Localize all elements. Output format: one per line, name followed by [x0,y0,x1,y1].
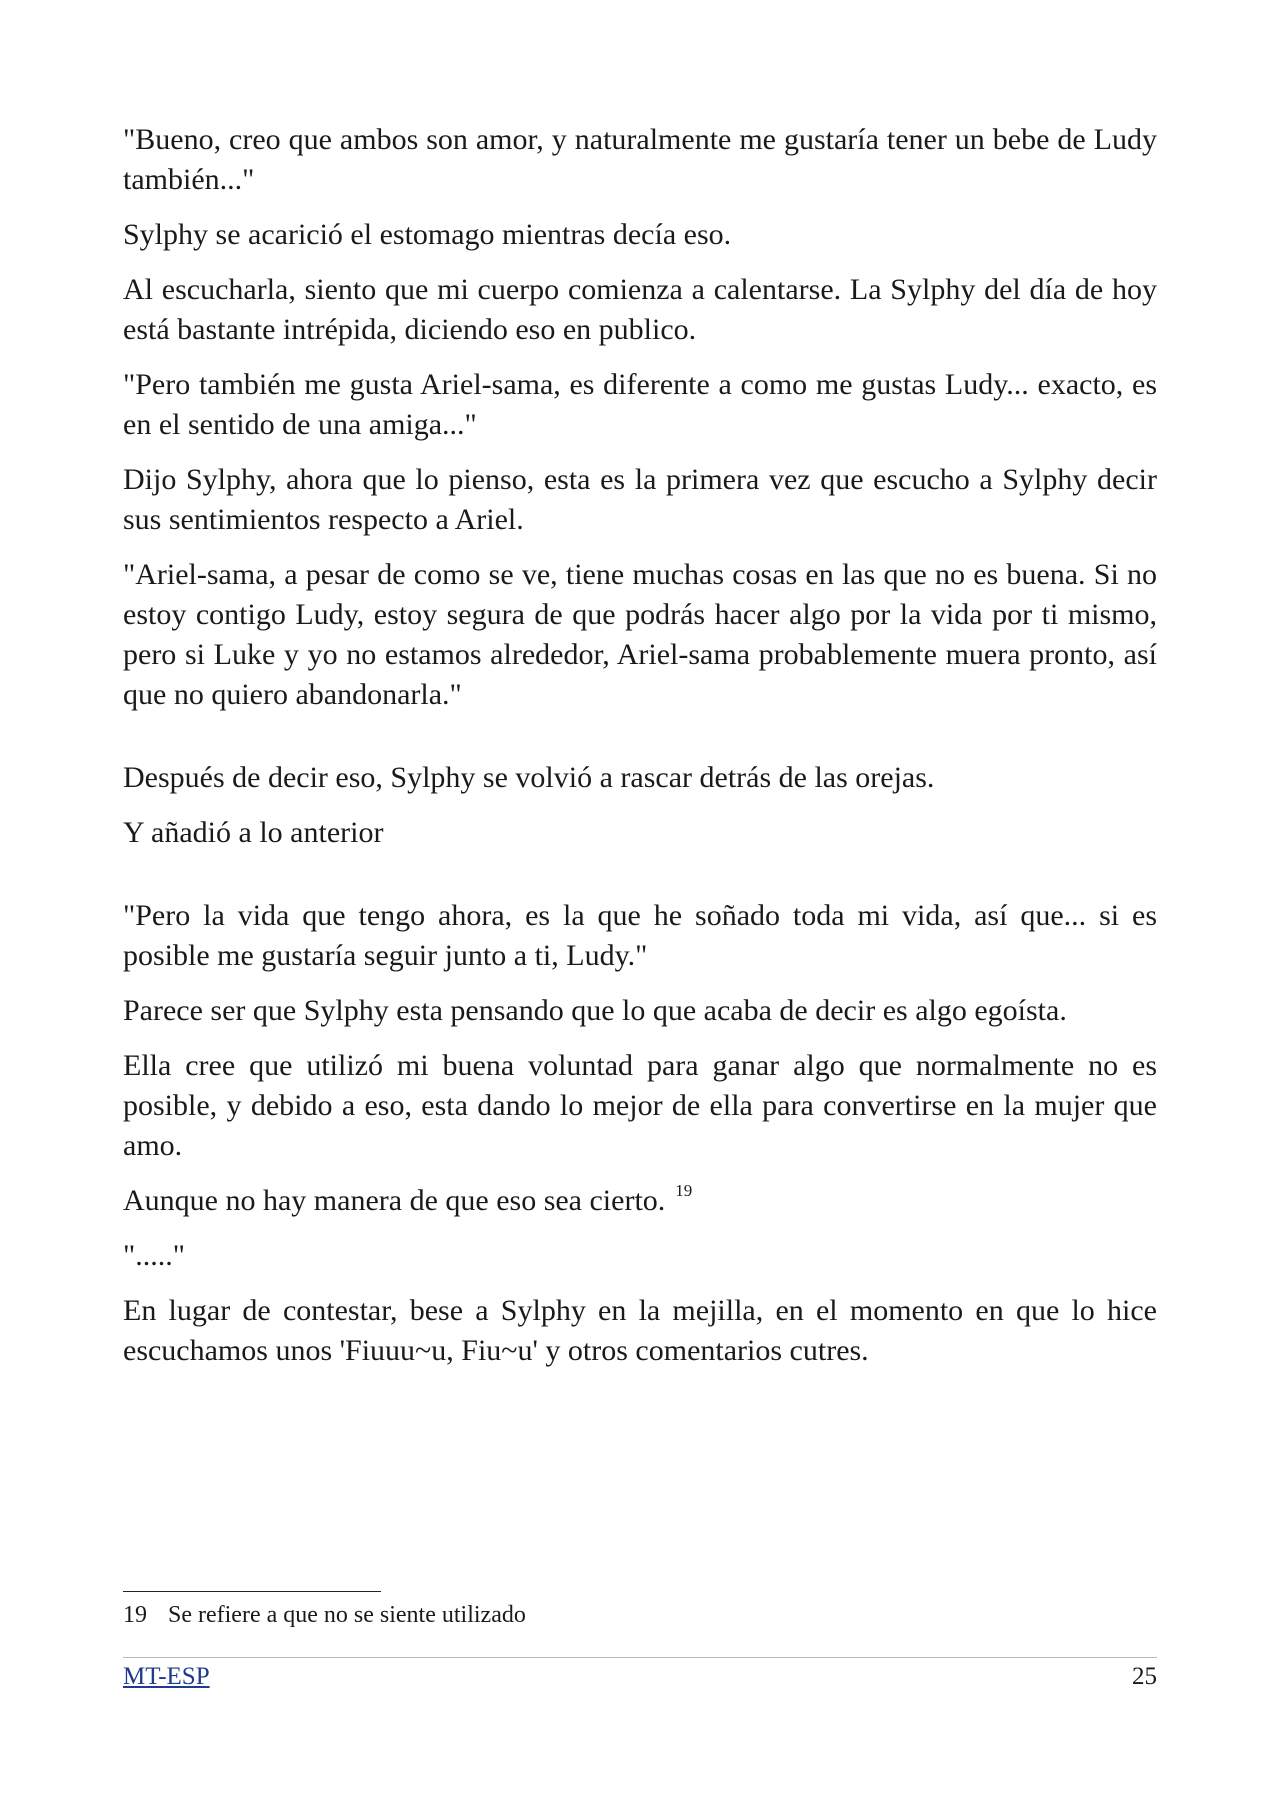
paragraph: "....." [123,1239,185,1272]
paragraph: Ella cree que utilizó mi buena voluntad para ganar algo que normalmente no es posible, y debido a eso, esta dando lo mejor de ella para convertirse en la mujer que amo. [123,1049,1157,1162]
body-text [123,120,1157,1386]
paragraph: "Pero la vida que tengo ahora, es la que he soñado toda mi vida, así que... si es posible me gustaría seguir junto a ti, Ludy." [123,899,1157,972]
paragraph: Parece ser que Sylphy esta pensando que lo que acaba de decir es algo egoísta. [123,994,1067,1027]
footnote-number: 19 [123,1602,147,1628]
paragraph: En lugar de contestar, bese a Sylphy en la mejilla, en el momento en que lo hice escuchamos unos 'Fiuuu~u, Fiu~u' y otros comentarios cutres. [123,1294,1157,1367]
paragraph: Sylphy se acarició el estomago mientras decía eso. [123,218,732,251]
paragraph: Dijo Sylphy, ahora que lo pienso, esta es la primera vez que escucho a Sylphy decir sus sentimientos respecto a Ariel. [123,463,1157,536]
footnote-reference[interactable]: 19 [675,1181,693,1200]
page-number: 25 [1132,1663,1157,1690]
paragraph-with-footnote [123,1181,1157,1221]
paragraph: Después de decir eso, Sylphy se volvió a rascar detrás de las orejas. [123,761,935,794]
paragraph: Al escucharla, siento que mi cuerpo comienza a calentarse. La Sylphy del día de hoy está bastante intrépida, diciendo eso en publico. [123,273,1157,346]
page-footer [123,1661,1157,1693]
paragraph-text: Aunque no hay manera de que eso sea cierto. [123,1184,666,1217]
paragraph: "Pero también me gusta Ariel-sama, es diferente a como me gustas Ludy... exacto, es en el sentido de una amiga..." [123,368,1157,441]
paragraph: "Ariel-sama, a pesar de como se ve, tiene muchas cosas en las que no es buena. Si no estoy contigo Ludy, estoy segura de que podrás hacer algo por la vida por ti mismo, pero si Luke y yo no estamos alrededor, Ariel-sama probablemente muera pronto, así que no quiero abandonarla." [123,558,1157,711]
paragraph: "Bueno, creo que ambos son amor, y naturalmente me gustaría tener un bebe de Ludy también..." [123,123,1157,196]
paragraph: Y añadió a lo anterior [123,816,384,849]
footer-separator [123,1657,1157,1658]
footnote-text: Se refiere a que no se siente utilizado [168,1602,526,1628]
footer-brand-link[interactable]: MT-ESP [123,1663,210,1690]
footnote [123,1599,526,1631]
footnote-separator [123,1591,381,1592]
